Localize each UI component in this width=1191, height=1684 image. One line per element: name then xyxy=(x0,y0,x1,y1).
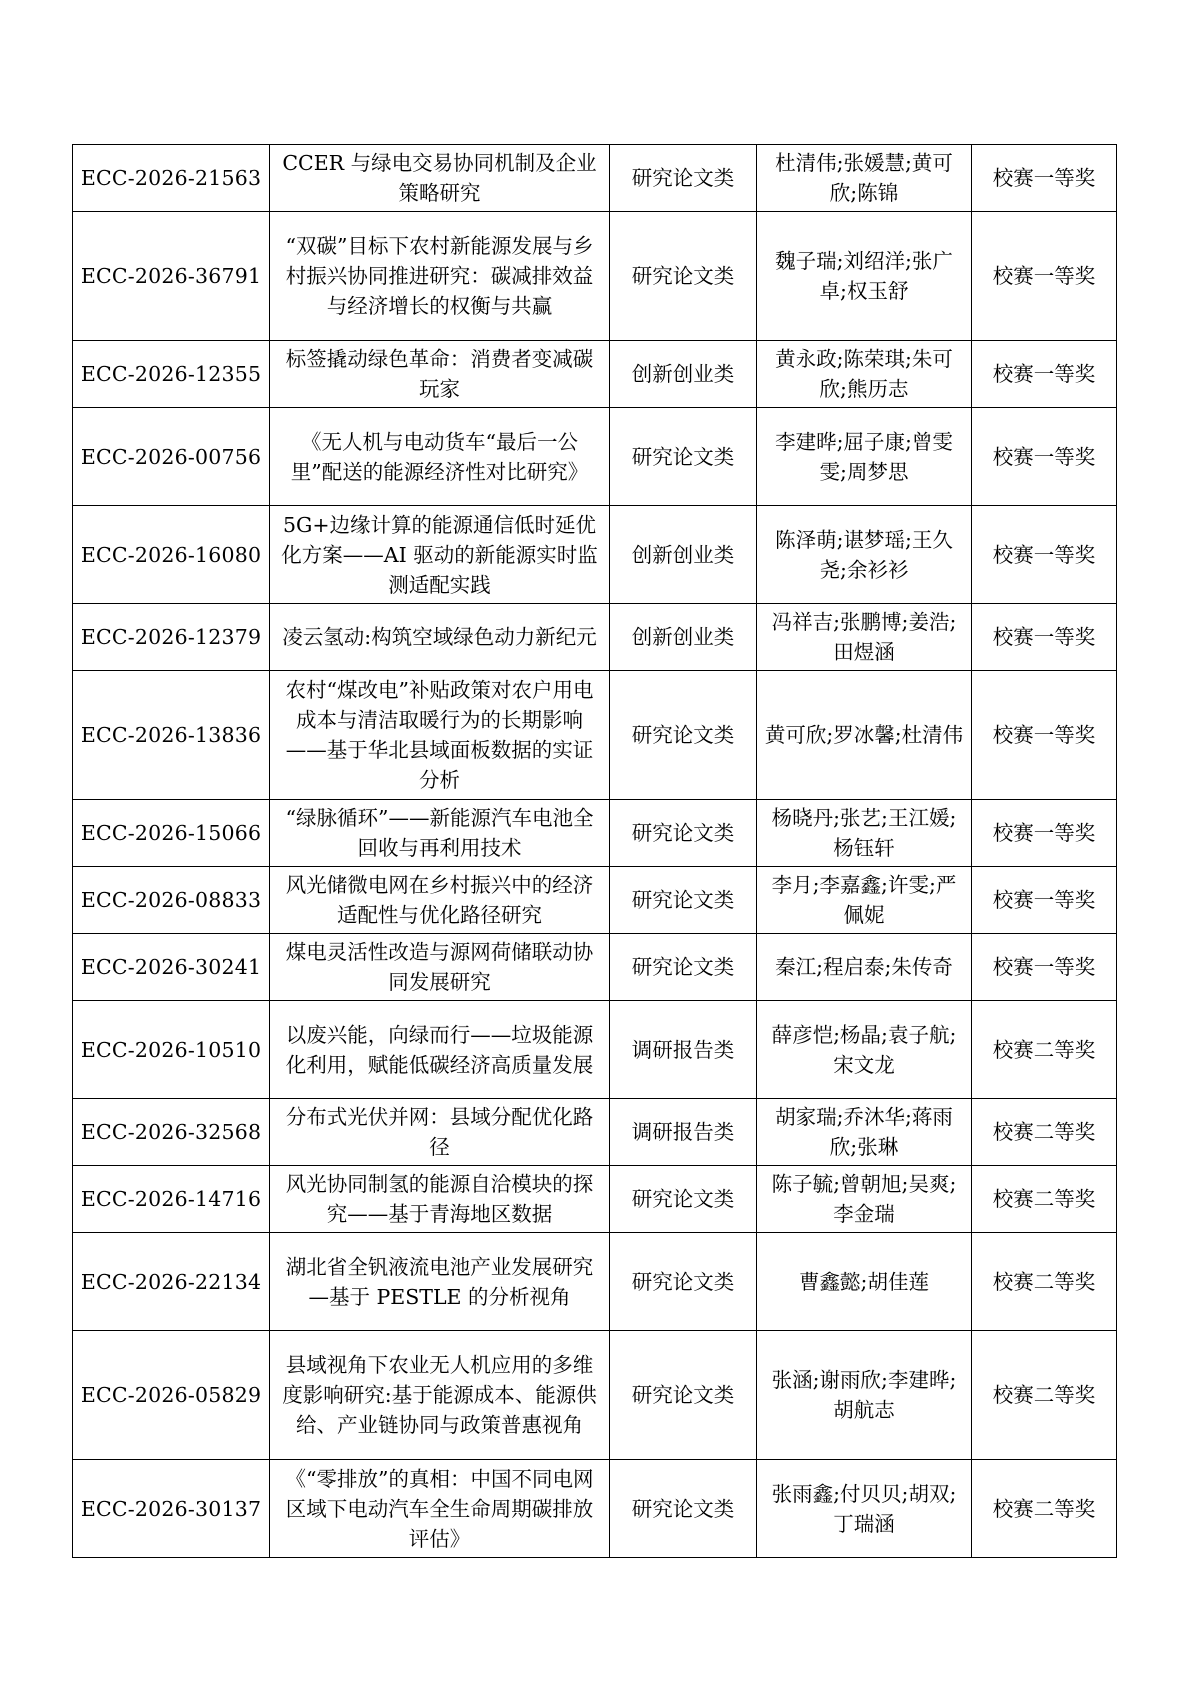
entry-members-cell: 李月;李嘉鑫;许雯;严佩妮 xyxy=(757,867,972,934)
entry-award-cell: 校赛二等奖 xyxy=(972,1166,1117,1233)
entry-id-cell: ECC-2026-10510 xyxy=(73,1001,270,1099)
entry-id-cell: ECC-2026-30241 xyxy=(73,934,270,1001)
entry-category-cell: 创新创业类 xyxy=(610,506,757,604)
entry-category-cell: 研究论文类 xyxy=(610,145,757,212)
entry-members-cell: 薛彦恺;杨晶;袁子航;宋文龙 xyxy=(757,1001,972,1099)
entry-members-cell: 冯祥吉;张鹏博;姜浩;田煜涵 xyxy=(757,604,972,671)
entry-category-cell: 研究论文类 xyxy=(610,408,757,506)
entry-category-cell: 研究论文类 xyxy=(610,212,757,341)
entry-award-cell: 校赛一等奖 xyxy=(972,867,1117,934)
table-row xyxy=(73,341,1117,408)
entry-award-cell: 校赛一等奖 xyxy=(972,506,1117,604)
awards-table xyxy=(72,144,1117,1558)
entry-id-cell: ECC-2026-12355 xyxy=(73,341,270,408)
entry-title-cell: 风光储微电网在乡村振兴中的经济适配性与优化路径研究 xyxy=(270,867,610,934)
entry-id-cell: ECC-2026-08833 xyxy=(73,867,270,934)
entry-title-cell: 《“零排放”的真相：中国不同电网区域下电动汽车全生命周期碳排放评估》 xyxy=(270,1460,610,1558)
entry-title-cell: “双碳”目标下农村新能源发展与乡村振兴协同推进研究：碳减排效益与经济增长的权衡与共赢 xyxy=(270,212,610,341)
entry-award-cell: 校赛一等奖 xyxy=(972,800,1117,867)
entry-title-cell: 煤电灵活性改造与源网荷储联动协同发展研究 xyxy=(270,934,610,1001)
entry-award-cell: 校赛一等奖 xyxy=(972,145,1117,212)
entry-category-cell: 研究论文类 xyxy=(610,1166,757,1233)
entry-award-cell: 校赛二等奖 xyxy=(972,1001,1117,1099)
table-row xyxy=(73,212,1117,341)
entry-id-cell: ECC-2026-16080 xyxy=(73,506,270,604)
table-row xyxy=(73,506,1117,604)
entry-title-cell: 《无人机与电动货车“最后一公里”配送的能源经济性对比研究》 xyxy=(270,408,610,506)
entry-title-cell: “绿脉循环”——新能源汽车电池全回收与再利用技术 xyxy=(270,800,610,867)
table-row xyxy=(73,1001,1117,1099)
entry-members-cell: 杜清伟;张媛慧;黄可欣;陈锦 xyxy=(757,145,972,212)
entry-title-cell: 标签撬动绿色革命：消费者变减碳玩家 xyxy=(270,341,610,408)
table-row xyxy=(73,408,1117,506)
entry-members-cell: 曹鑫懿;胡佳莲 xyxy=(757,1233,972,1331)
table-row xyxy=(73,800,1117,867)
table-row xyxy=(73,604,1117,671)
entry-id-cell: ECC-2026-15066 xyxy=(73,800,270,867)
entry-members-cell: 黄可欣;罗冰馨;杜清伟 xyxy=(757,671,972,800)
entry-id-cell: ECC-2026-13836 xyxy=(73,671,270,800)
entry-title-cell: 分布式光伏并网：县域分配优化路径 xyxy=(270,1099,610,1166)
entry-id-cell: ECC-2026-36791 xyxy=(73,212,270,341)
entry-id-cell: ECC-2026-32568 xyxy=(73,1099,270,1166)
entry-members-cell: 胡家瑞;乔沐华;蒋雨欣;张琳 xyxy=(757,1099,972,1166)
table-row xyxy=(73,145,1117,212)
table-row xyxy=(73,1233,1117,1331)
entry-id-cell: ECC-2026-22134 xyxy=(73,1233,270,1331)
entry-title-cell: 凌云氢动:构筑空域绿色动力新纪元 xyxy=(270,604,610,671)
entry-award-cell: 校赛一等奖 xyxy=(972,934,1117,1001)
entry-members-cell: 张雨鑫;付贝贝;胡双;丁瑞涵 xyxy=(757,1460,972,1558)
entry-award-cell: 校赛二等奖 xyxy=(972,1099,1117,1166)
entry-award-cell: 校赛二等奖 xyxy=(972,1460,1117,1558)
entry-category-cell: 调研报告类 xyxy=(610,1001,757,1099)
awards-table-body xyxy=(73,145,1117,1558)
entry-id-cell: ECC-2026-12379 xyxy=(73,604,270,671)
entry-category-cell: 研究论文类 xyxy=(610,1331,757,1460)
entry-award-cell: 校赛一等奖 xyxy=(972,212,1117,341)
table-row xyxy=(73,867,1117,934)
table-row xyxy=(73,1331,1117,1460)
entry-award-cell: 校赛一等奖 xyxy=(972,341,1117,408)
entry-id-cell: ECC-2026-05829 xyxy=(73,1331,270,1460)
entry-title-cell: 以废兴能，向绿而行——垃圾能源化利用，赋能低碳经济高质量发展 xyxy=(270,1001,610,1099)
entry-title-cell: 5G+边缘计算的能源通信低时延优化方案——AI 驱动的新能源实时监测适配实践 xyxy=(270,506,610,604)
entry-title-cell: 农村“煤改电”补贴政策对农户用电成本与清洁取暖行为的长期影响 ——基于华北县域面板数据的实证分析 xyxy=(270,671,610,800)
entry-award-cell: 校赛一等奖 xyxy=(972,671,1117,800)
entry-title-cell: CCER 与绿电交易协同机制及企业策略研究 xyxy=(270,145,610,212)
entry-category-cell: 研究论文类 xyxy=(610,671,757,800)
entry-category-cell: 调研报告类 xyxy=(610,1099,757,1166)
table-row xyxy=(73,671,1117,800)
entry-members-cell: 杨晓丹;张艺;王江媛;杨钰轩 xyxy=(757,800,972,867)
entry-title-cell: 县域视角下农业无人机应用的多维度影响研究:基于能源成本、能源供给、产业链协同与政策普惠视角 xyxy=(270,1331,610,1460)
entry-category-cell: 研究论文类 xyxy=(610,1460,757,1558)
table-row xyxy=(73,934,1117,1001)
entry-members-cell: 李建晔;屈子康;曾雯雯;周梦思 xyxy=(757,408,972,506)
entry-id-cell: ECC-2026-14716 xyxy=(73,1166,270,1233)
entry-id-cell: ECC-2026-00756 xyxy=(73,408,270,506)
entry-members-cell: 张涵;谢雨欣;李建晔;胡航志 xyxy=(757,1331,972,1460)
table-row xyxy=(73,1460,1117,1558)
entry-award-cell: 校赛二等奖 xyxy=(972,1233,1117,1331)
entry-category-cell: 创新创业类 xyxy=(610,604,757,671)
entry-title-cell: 风光协同制氢的能源自洽模块的探究——基于青海地区数据 xyxy=(270,1166,610,1233)
entry-members-cell: 秦江;程启泰;朱传奇 xyxy=(757,934,972,1001)
entry-id-cell: ECC-2026-21563 xyxy=(73,145,270,212)
entry-members-cell: 黄永政;陈荣琪;朱可欣;熊历志 xyxy=(757,341,972,408)
entry-award-cell: 校赛二等奖 xyxy=(972,1331,1117,1460)
table-row xyxy=(73,1099,1117,1166)
entry-title-cell: 湖北省全钒液流电池产业发展研究—基于 PESTLE 的分析视角 xyxy=(270,1233,610,1331)
table-row xyxy=(73,1166,1117,1233)
entry-category-cell: 研究论文类 xyxy=(610,867,757,934)
entry-award-cell: 校赛一等奖 xyxy=(972,604,1117,671)
entry-category-cell: 研究论文类 xyxy=(610,1233,757,1331)
entry-members-cell: 陈泽萌;谌梦瑶;王久尧;余衫衫 xyxy=(757,506,972,604)
entry-award-cell: 校赛一等奖 xyxy=(972,408,1117,506)
entry-category-cell: 创新创业类 xyxy=(610,341,757,408)
entry-category-cell: 研究论文类 xyxy=(610,800,757,867)
entry-id-cell: ECC-2026-30137 xyxy=(73,1460,270,1558)
entry-category-cell: 研究论文类 xyxy=(610,934,757,1001)
entry-members-cell: 魏子瑞;刘绍洋;张广卓;权玉舒 xyxy=(757,212,972,341)
entry-members-cell: 陈子毓;曾朝旭;吴爽;李金瑞 xyxy=(757,1166,972,1233)
